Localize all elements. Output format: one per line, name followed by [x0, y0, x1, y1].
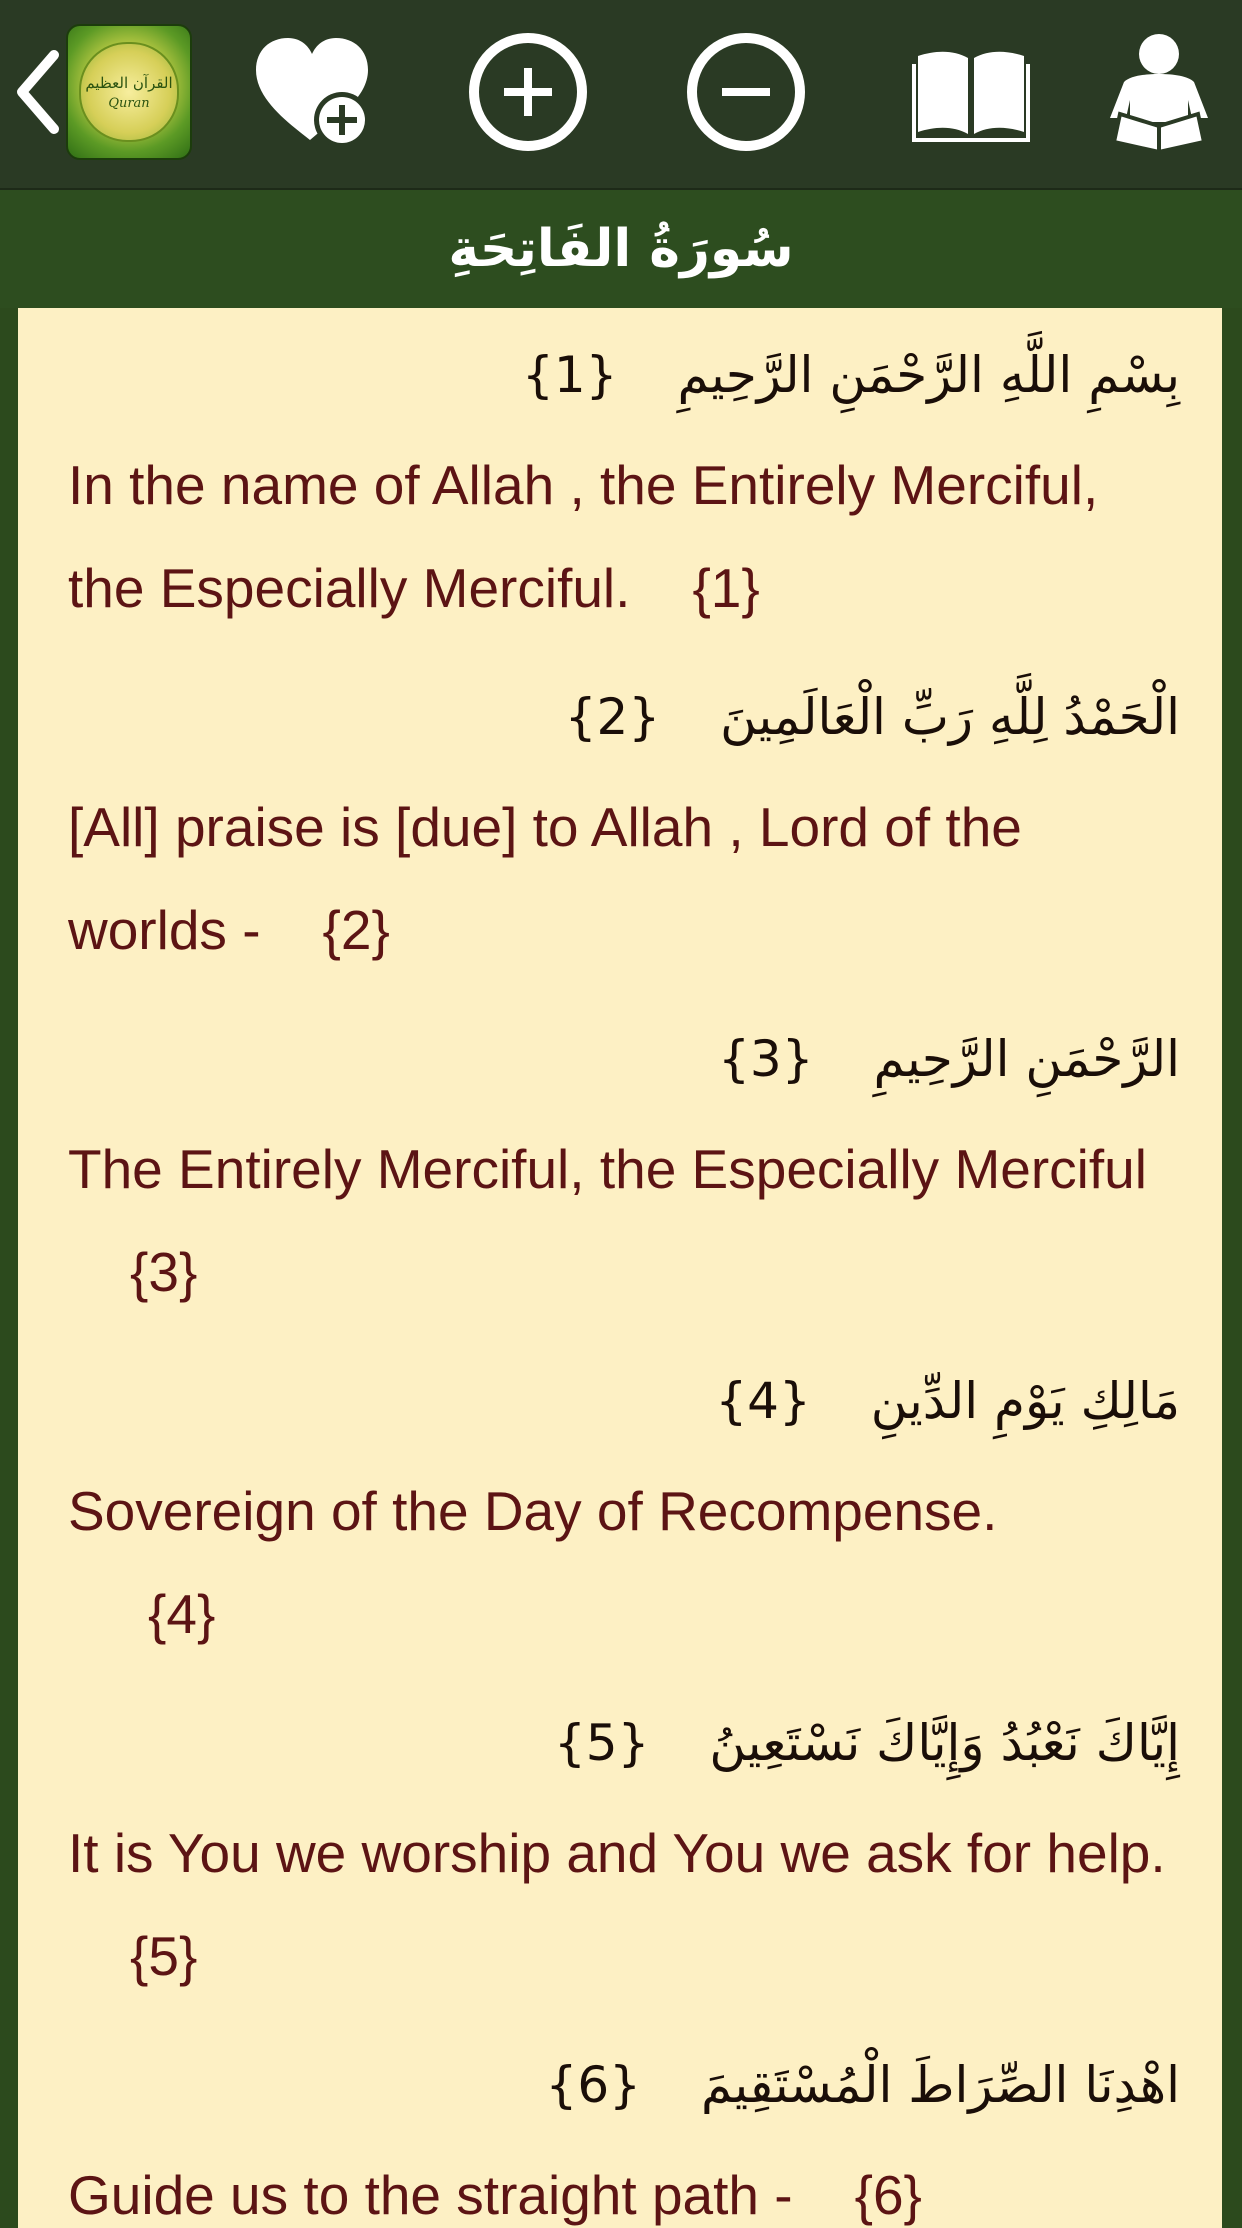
ayah-translation-text: [All] praise is [due] to Allah , Lord of the worlds - [68, 796, 1022, 961]
ayah-arabic [564, 688, 1180, 746]
ayah-number: {6} [854, 2164, 922, 2226]
zoom-in-button[interactable] [466, 22, 590, 162]
ayah-translation [68, 1118, 1178, 1324]
ayah-arabic-text: مَالِكِ يَوْمِ الدِّينِ [870, 1372, 1180, 1430]
surah-title: سُورَةُ الفَاتِحَةِ [448, 219, 794, 279]
ayah-number: {3} [130, 1241, 198, 1303]
top-toolbar [0, 0, 1242, 190]
ayah-translation-text: In the name of Allah , the Entirely Merciful, the Especially Merciful. [68, 454, 1099, 619]
ayah-number: {4} [148, 1583, 216, 1645]
zoom-out-icon [684, 30, 808, 154]
back-icon [14, 47, 62, 137]
book-button[interactable] [912, 22, 1030, 162]
ayah-number: {2} [564, 688, 661, 746]
back-button[interactable] [10, 22, 66, 162]
zoom-in-icon [466, 30, 590, 154]
ayah-arabic [545, 2056, 1180, 2114]
ayah-arabic [553, 1714, 1180, 1772]
ayah-translation [68, 2144, 1178, 2228]
surah-title-bar [0, 190, 1242, 308]
ayah-translation-text: It is You we worship and You we ask for help. [68, 1822, 1166, 1884]
ayah-list[interactable] [18, 308, 1222, 2228]
book-icon [912, 42, 1030, 142]
ayah-arabic-text: الْحَمْدُ لِلَّهِ رَبِّ الْعَالَمِينَ [720, 688, 1180, 746]
ayah-translation [68, 434, 1178, 640]
ayah-arabic [715, 1372, 1180, 1430]
favorite-add-icon [250, 32, 380, 152]
ayah-translation-text: Sovereign of the Day of Recompense. [68, 1480, 998, 1542]
app-icon-label: القرآن العظيم [85, 73, 173, 92]
ayah-number: {5} [553, 1714, 650, 1772]
ayah-translation-text: The Entirely Merciful, the Especially Merciful [68, 1138, 1147, 1200]
ayah-arabic [718, 1030, 1180, 1088]
ayah-number: {1} [522, 346, 618, 404]
ayah-arabic-text: اهْدِنَا الصِّرَاطَ الْمُسْتَقِيمَ [700, 2056, 1180, 2114]
zoom-out-button[interactable] [684, 22, 808, 162]
ayah-number: {1} [692, 557, 760, 619]
ayah-arabic-text: الرَّحْمَنِ الرَّحِيمِ [873, 1030, 1180, 1088]
ayah-number: {5} [130, 1925, 198, 1987]
reader-button[interactable] [1100, 22, 1218, 162]
ayah-translation-text: Guide us to the straight path - [68, 2164, 793, 2226]
ayah-arabic [522, 346, 1180, 404]
ayah-number: {3} [718, 1030, 814, 1088]
ayah-translation [68, 1802, 1178, 2008]
add-favorite-button[interactable] [250, 22, 380, 162]
ayah-translation [68, 1460, 1178, 1666]
ayah-number: {2} [322, 899, 390, 961]
app-icon-sublabel: Quran [108, 95, 150, 111]
ayah-arabic-text: بِسْمِ اللَّهِ الرَّحْمَنِ الرَّحِيمِ [677, 346, 1180, 404]
ayah-number: {6} [545, 2056, 641, 2114]
quran-app-icon [66, 24, 192, 160]
ayah-arabic-text: إِيَّاكَ نَعْبُدُ وَإِيَّاكَ نَسْتَعِينُ [709, 1714, 1180, 1772]
app-icon-button[interactable] [66, 22, 192, 162]
ayah-number: {4} [715, 1372, 811, 1430]
ayah-translation [68, 776, 1178, 982]
reader-icon [1100, 30, 1218, 154]
